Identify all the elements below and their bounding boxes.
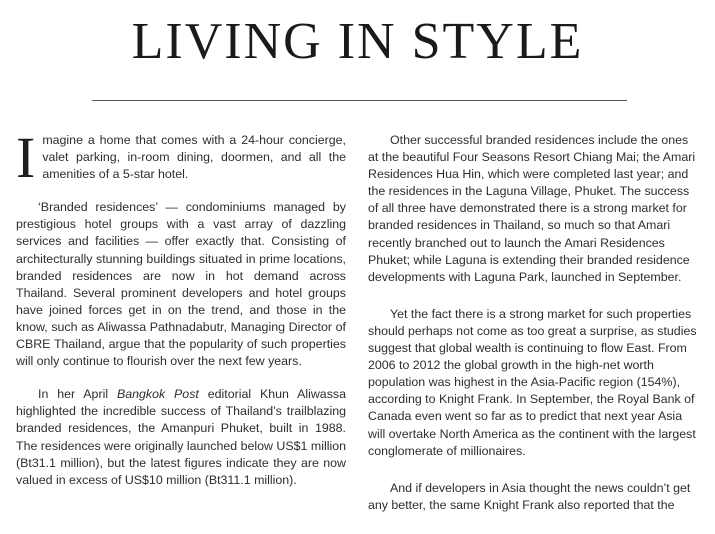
intro-paragraph [16, 125, 346, 190]
drop-cap: I [16, 125, 36, 190]
paragraph-branded-residences: ‘Branded residences’ — condominiums managed by prestigious hotel groups with a vast array of dazzling services and facilities — offer exactly that. Consisting of architecturally stunning buildings situated in prime locations, branded residences are now in hot demand across Thailand. Several prominent developers and hotel groups have joined forces get in on the trend, and those in the know, such as Aliwassa Pathnadabutr, Managing Director of CBRE Thailand, argue that the popularity of such properties will only continue to flourish over the next few years. [16, 200, 346, 369]
paragraph-market: Yet the fact there is a strong market for such properties should perhaps not come as too great a surprise, as studies suggest that global wealth is continuing to flow East. From 2006 to 2012 the global growth in the high-net worth population was highest in the Asia-Pacific region (154%), according to Knight Frank. In September, the Royal Bank of Canada even went so far as to predict that next year Asia will overtake North America as the continent with the largest conglomerate of millionaires. [368, 306, 697, 458]
paragraph-other-residences: Other successful branded residences include the ones at the beautiful Four Seasons Resort Chiang Mai; the Amari Residences Hua Hin, which were completed last year; and the residences in the Laguna Village, Phuket. The success of all three have demonstrated there is a strong market for branded residences in Thailand, so much so that Amari recently branched out to launch the Amari Residences Phuket; while Laguna is extending their branded residence developments with Laguna Park, launched in September. [368, 133, 696, 284]
paragraph-amanpuri [16, 386, 346, 489]
intro-text: magine a home that comes with a 24-hour concierge, valet parking, in-room dining, doormen, and all the amenities of a 5-star hotel. [42, 133, 346, 182]
title-divider [92, 100, 627, 101]
paragraph-text-after: editorial Khun Aliwassa highlighted the incredible success of Thailand’s trailblazing branded residences, the Amanpuri Phuket, built in 1988. The residences were originally launched below US$1 million (Bt31.1 million), but the latest figures indicate they are now valued in excess of US$10 million (Bt311.1 million). [16, 387, 346, 487]
article-column-right [368, 132, 698, 534]
article-column-left [16, 125, 346, 505]
page-title: LIVING IN STYLE [131, 13, 584, 70]
publication-name: Bangkok Post [116, 387, 199, 402]
paragraph-developers: And if developers in Asia thought the news couldn’t get any better, the same Knight Frank also reported that the [368, 480, 691, 512]
paragraph-text-before: In her April [38, 387, 117, 402]
